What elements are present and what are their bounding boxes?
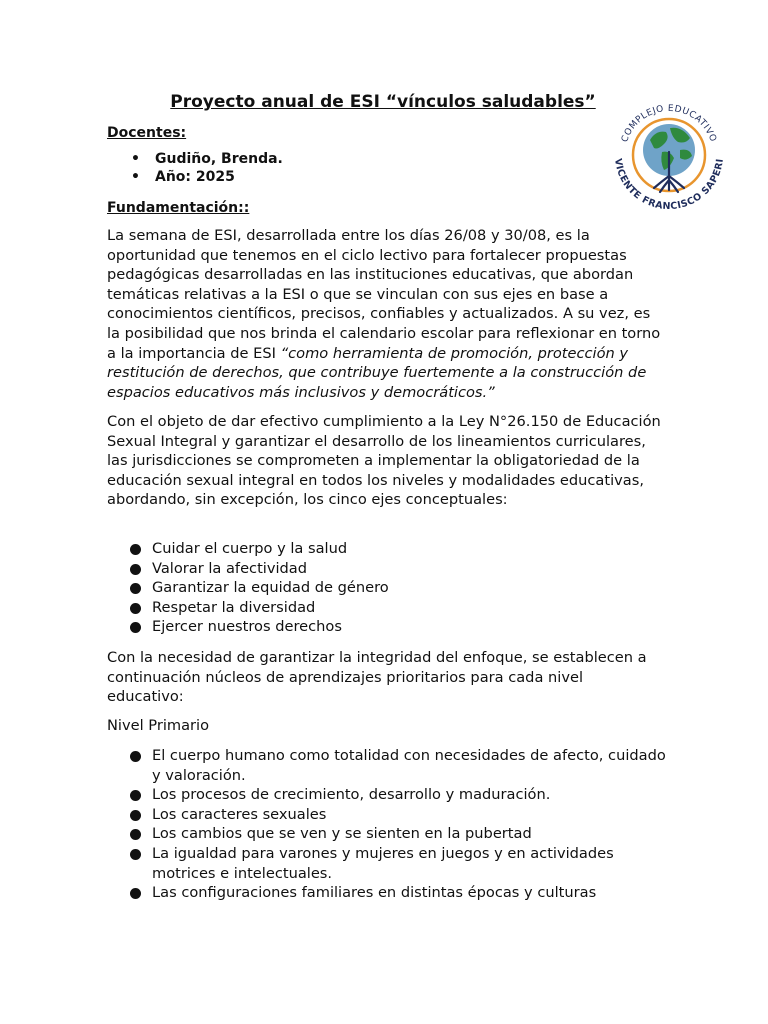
paragraph-nucleos: Con la necesidad de garantizar la integridad del enfoque, se establecen a continuación núcleos de aprendizajes prioritarios para cada nivel educativo: (107, 649, 647, 706)
list-item: Garantizar la equidad de género (129, 578, 669, 598)
list-item: Valorar la afectividad (129, 559, 669, 579)
logo-bottom-text: VICENTE FRANCISCO SAPERI (612, 157, 726, 213)
list-item: La igualdad para varones y mujeres en juegos y en actividades motrices e intelectuales. (129, 844, 669, 883)
paragraph-semana-esi (107, 226, 663, 402)
list-item: • Gudiño, Brenda. (129, 150, 283, 168)
list-item: Cuidar el cuerpo y la salud (129, 539, 669, 559)
primario-list (129, 746, 669, 903)
logo-emblem-icon (606, 92, 732, 218)
paragraph-text: La semana de ESI, desarrollada entre los días 26/08 y 30/08, es la oportunidad que tenemos en el ciclo lectivo para fortalecer propuestas pedagógicas desarrolladas en las instituciones educativas, que abordan temáticas relativas a la ESI o que se vinculan con sus ejes en base a conocimientos científicos, precisos, confiables y actualizados. A su vez, es la posibilidad que nos brinda el calendario escolar para reflexionar en torno a la importancia de ESI (107, 227, 661, 362)
list-item: • Año: 2025 (129, 168, 283, 186)
list-item: El cuerpo humano como totalidad con necesidades de afecto, cuidado y valoración. (129, 746, 669, 785)
list-item: Los caracteres sexuales (129, 805, 669, 825)
list-item: Respetar la diversidad (129, 598, 669, 618)
logo-top-text: COMPLEJO EDUCATIVO (620, 103, 718, 144)
page-title: Proyecto anual de ESI “vínculos saludables” (170, 92, 596, 112)
docentes-list (129, 150, 283, 186)
list-item: Las configuraciones familiares en distintas épocas y culturas (129, 883, 669, 903)
list-item: Los cambios que se ven y se sienten en la pubertad (129, 824, 669, 844)
fundamentacion-heading: Fundamentación:: (107, 200, 250, 216)
ejes-list (129, 539, 669, 637)
quote-text: “como herramienta de promoción, protección y restitución de derechos, que contribuye fuertemente a la construcción de espacios educativos más inclusivos y democráticos.” (107, 344, 647, 401)
school-logo (606, 92, 732, 218)
list-item: Ejercer nuestros derechos (129, 617, 669, 637)
list-item: Los procesos de crecimiento, desarrollo y maduración. (129, 785, 669, 805)
docentes-heading: Docentes: (107, 125, 187, 141)
paragraph-ley: Con el objeto de dar efectivo cumplimiento a la Ley N°26.150 de Educación Sexual Integral y garantizar el desarrollo de los lineamientos curriculares, las jurisdicciones se comprometen a implementar la obligatoriedad de la educación sexual integral en todos los niveles y modalidades educativas, abordando, sin excepción, los cinco ejes conceptuales: (107, 413, 661, 509)
nivel-primario-label: Nivel Primario (107, 717, 210, 734)
